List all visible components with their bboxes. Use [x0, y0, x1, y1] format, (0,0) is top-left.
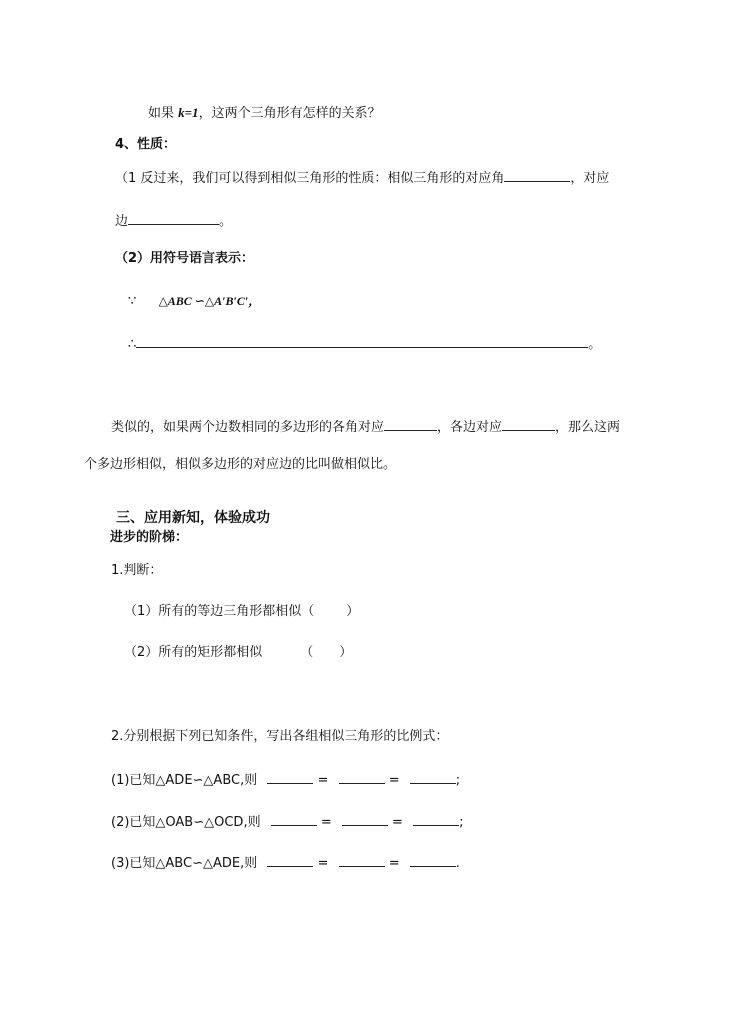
- blank-therefore[interactable]: [136, 334, 588, 348]
- blank-sides-proportional[interactable]: [502, 417, 555, 431]
- line-end: ;: [459, 815, 464, 830]
- q2-item-2-label: (2)已知△OAB∽△OCD,则: [111, 815, 261, 830]
- therefore-symbol: ∴: [128, 337, 137, 352]
- q2-item-2: [111, 812, 463, 832]
- section-3-subheading: 进步的阶梯：: [110, 530, 189, 545]
- polygon-paragraph-line2: 个多边形相似，相似多边形的对应边的比叫做相似比。: [84, 457, 397, 472]
- q1-item-2-answer[interactable]: ）: [339, 645, 353, 660]
- equals: =: [320, 815, 332, 830]
- equals: =: [388, 773, 400, 788]
- equals: =: [392, 815, 403, 830]
- polygon-paragraph: [111, 417, 620, 437]
- blank-ratio-3c[interactable]: [410, 853, 456, 867]
- because-expression: △ABC ∽△A′B′C′，: [158, 294, 261, 308]
- question-suffix: ，这两个三角形有怎样的关系？: [198, 106, 381, 121]
- equals: =: [317, 773, 329, 788]
- q1-item-2-text: （2）所有的矩形都相似: [124, 645, 263, 660]
- question-prefix: 如果: [148, 106, 179, 121]
- line-end: ;: [455, 773, 461, 788]
- blank-ratio-2a[interactable]: [271, 812, 317, 826]
- q1-item-1-text: （1）所有的等边三角形都相似（: [124, 604, 315, 619]
- blank-corresponding-side[interactable]: [128, 211, 219, 225]
- equals: =: [388, 856, 400, 871]
- polygon-text-2: ，各边对应: [437, 420, 503, 435]
- property-text-2: ，对应: [570, 171, 610, 186]
- blank-ratio-2b[interactable]: [342, 812, 388, 826]
- q2-item-3: [111, 853, 460, 873]
- question-k1: [148, 104, 381, 123]
- question-var: k=1: [178, 105, 199, 120]
- section-3-heading: 三、应用新知，体验成功: [116, 510, 270, 526]
- blank-ratio-3b[interactable]: [339, 853, 385, 867]
- blank-ratio-2c[interactable]: [413, 812, 459, 826]
- property-text-1: （1 反过来，我们可以得到相似三角形的性质：相似三角形的对应角: [115, 171, 505, 186]
- q2-title: 2.分别根据下列已知条件，写出各组相似三角形的比例式：: [111, 729, 449, 744]
- because-symbol: ∵: [128, 294, 137, 309]
- section-4-heading: 4、性质：: [115, 137, 177, 152]
- property-text-3: 边: [115, 214, 129, 229]
- q2-item-1-label: (1)已知△ADE∽△ABC,则: [111, 773, 258, 788]
- period-1: 。: [219, 214, 233, 229]
- q1-item-1-answer[interactable]: ）: [346, 604, 360, 619]
- blank-angles-equal[interactable]: [384, 417, 437, 431]
- blank-ratio-1b[interactable]: [339, 770, 385, 784]
- property-paragraph-1: [115, 168, 609, 188]
- q2-item-1: [111, 770, 460, 790]
- blank-ratio-1a[interactable]: [267, 770, 313, 784]
- q1-item-2: [124, 644, 352, 662]
- q1-item-1: [124, 603, 359, 621]
- period-2: 。: [588, 337, 602, 352]
- polygon-text-1: 类似的，如果两个边数相同的多边形的各角对应: [111, 420, 385, 435]
- therefore-line: [128, 334, 601, 354]
- because-line: [128, 292, 260, 311]
- equals: =: [317, 856, 329, 871]
- q2-item-3-label: (3)已知△ABC∽△ADE,则: [111, 856, 258, 871]
- line-end: .: [455, 856, 460, 871]
- symbol-language-label: （2）用符号语言表示：: [115, 251, 255, 266]
- property-paragraph-1-line2: [115, 211, 232, 231]
- blank-ratio-1c[interactable]: [410, 770, 456, 784]
- q1-item-2-open: （: [300, 645, 314, 660]
- blank-ratio-3a[interactable]: [267, 853, 313, 867]
- q1-title: 1.判断：: [111, 563, 163, 578]
- polygon-text-3: ，那么这两: [555, 420, 621, 435]
- blank-corresponding-angle[interactable]: [504, 168, 570, 182]
